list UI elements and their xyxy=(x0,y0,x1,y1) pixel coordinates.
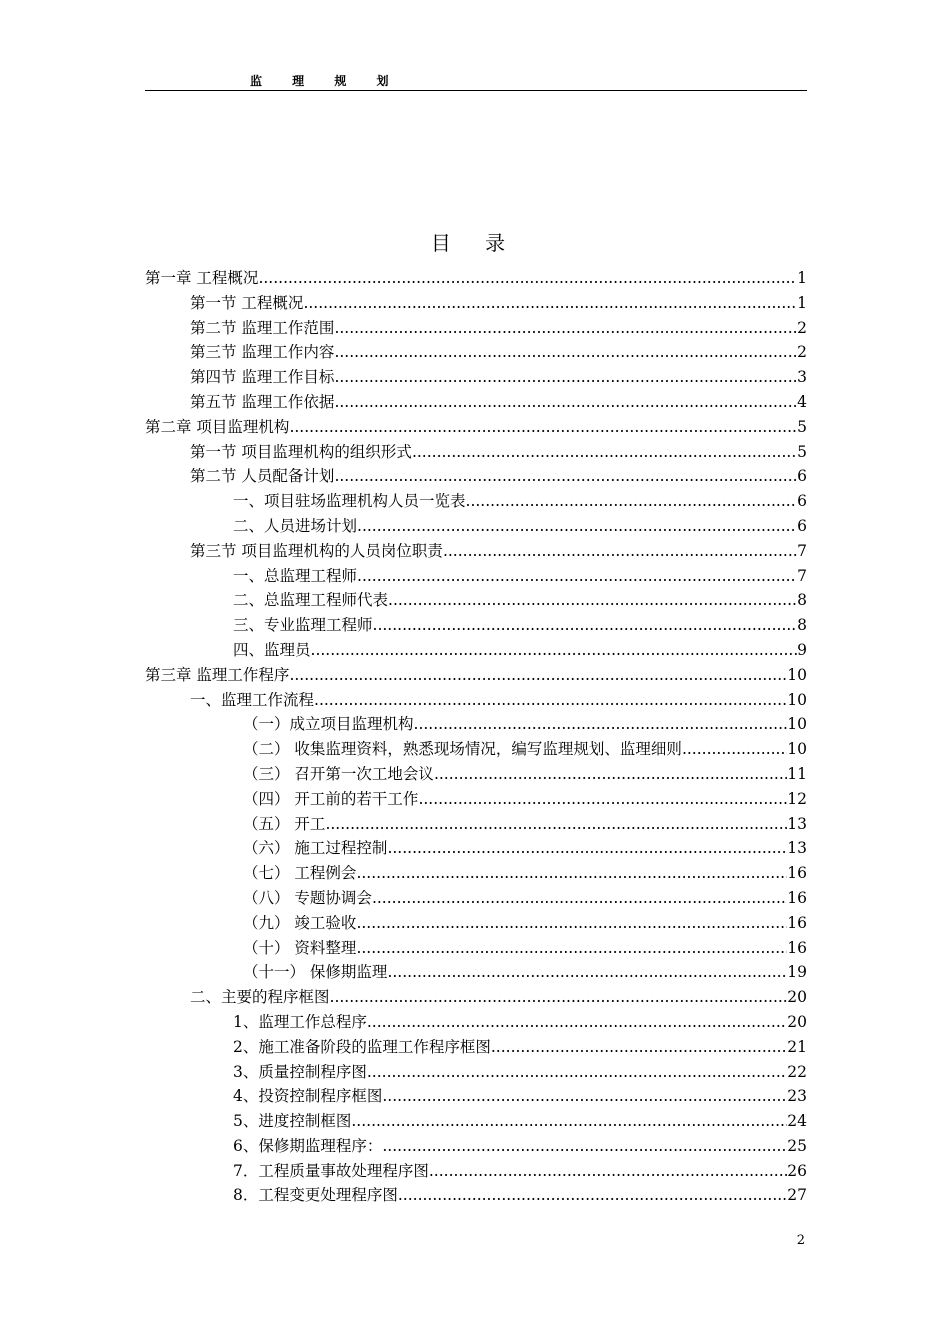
toc-entry-page: 10 xyxy=(787,665,807,684)
toc-leader-dots xyxy=(356,939,787,957)
toc-entry[interactable] xyxy=(145,365,807,390)
toc-entry-label: 第一章 工程概况 xyxy=(145,269,259,287)
toc-entry-page: 25 xyxy=(787,1136,807,1155)
toc-entry-label: （七） 工程例会 xyxy=(243,864,357,883)
toc-entry[interactable] xyxy=(145,440,807,465)
toc-leader-dots xyxy=(418,790,787,808)
toc-entry-page: 16 xyxy=(787,938,807,957)
toc-entry-label: 8．工程变更处理程序图 xyxy=(233,1186,398,1205)
toc-entry-label: 第三节 项目监理机构的人员岗位职责 xyxy=(190,541,443,560)
toc-leader-dots xyxy=(367,1013,787,1031)
toc-entry-label: （十） 资料整理 xyxy=(243,938,357,957)
toc-entry[interactable] xyxy=(145,464,807,489)
toc-entry[interactable] xyxy=(145,911,807,936)
toc-leader-dots xyxy=(414,715,788,733)
toc-entry-label: 二、主要的程序框图 xyxy=(190,988,330,1007)
toc-entry-page: 13 xyxy=(787,839,807,858)
toc-entry-page: 1 xyxy=(797,293,807,312)
toc-entry[interactable] xyxy=(145,638,807,663)
toc-entry-label: 二、人员进场计划 xyxy=(233,516,358,535)
toc-leader-dots xyxy=(434,765,787,783)
toc-entry-page: 5 xyxy=(797,442,807,461)
toc-entry-page: 10 xyxy=(787,740,807,759)
toc-entry-label: 5、进度控制框图 xyxy=(233,1112,352,1131)
toc-entry[interactable] xyxy=(145,291,807,316)
toc-entry-label: 第一节 项目监理机构的组织形式 xyxy=(190,442,412,461)
toc-leader-dots xyxy=(334,368,797,386)
toc-entry-page: 6 xyxy=(797,492,807,511)
page-number: 2 xyxy=(796,1233,805,1248)
toc-entry-label: （六） 施工过程控制 xyxy=(243,839,388,858)
toc-entry[interactable] xyxy=(145,762,807,787)
toc-entry-label: 一、项目驻场监理机构人员一览表 xyxy=(233,492,466,511)
toc-entry[interactable] xyxy=(145,564,807,589)
toc-entry-label: 1、监理工作总程序 xyxy=(233,1012,367,1031)
toc-leader-dots xyxy=(334,319,797,337)
toc-leader-dots xyxy=(356,914,787,932)
toc-entry-page: 7 xyxy=(797,541,807,560)
toc-entry-page: 22 xyxy=(787,1062,807,1081)
toc-entry-page: 23 xyxy=(787,1087,807,1106)
toc-leader-dots xyxy=(387,839,787,857)
toc-entry-label: 第一节 工程概况 xyxy=(190,293,304,312)
toc-entry-page: 5 xyxy=(797,417,807,436)
toc-entry-page: 8 xyxy=(797,616,807,635)
toc-leader-dots xyxy=(311,641,798,659)
toc-entry-label: （一）成立项目监理机构 xyxy=(243,715,414,734)
toc-entry[interactable] xyxy=(145,613,807,638)
page-header xyxy=(145,72,807,91)
toc-entry-label: 一、总监理工程师 xyxy=(233,566,358,585)
toc-entry[interactable] xyxy=(145,985,807,1010)
toc-leader-dots xyxy=(372,889,787,907)
toc-leader-dots xyxy=(682,740,787,758)
toc-leader-dots xyxy=(357,517,797,535)
toc-entry-page: 10 xyxy=(787,715,807,734)
toc-entry-label: 一、监理工作流程 xyxy=(190,690,315,709)
toc-entry[interactable] xyxy=(145,340,807,365)
toc-entry-page: 26 xyxy=(787,1161,807,1180)
toc-leader-dots xyxy=(367,1063,787,1081)
toc-leader-dots xyxy=(443,542,797,560)
toc-leader-dots xyxy=(398,1186,787,1204)
toc-leader-dots xyxy=(314,691,787,709)
toc-leader-dots xyxy=(491,1038,787,1056)
toc-entry-label: 第二章 项目监理机构 xyxy=(145,417,290,436)
toc-entry-label: 第二节 监理工作范围 xyxy=(190,318,335,337)
toc-leader-dots xyxy=(334,343,797,361)
toc-entry[interactable] xyxy=(145,936,807,961)
toc-entry[interactable] xyxy=(145,737,807,762)
toc-entry-page: 9 xyxy=(797,640,807,659)
toc-entry[interactable] xyxy=(145,1035,807,1060)
toc-entry[interactable] xyxy=(145,1183,807,1208)
toc-entry-page: 21 xyxy=(787,1037,807,1056)
toc-entry-label: 第三章 监理工作程序 xyxy=(145,665,290,684)
toc-leader-dots xyxy=(387,963,787,981)
toc-leader-dots xyxy=(429,1162,787,1180)
toc-entry[interactable] xyxy=(145,390,807,415)
toc-entry-label: 3、质量控制程序图 xyxy=(233,1062,367,1081)
toc-entry[interactable] xyxy=(145,316,807,341)
toc-entry-label: 四、监理员 xyxy=(233,640,311,659)
toc-entry-label: （三） 召开第一次工地会议 xyxy=(243,764,434,783)
toc-entry-page: 20 xyxy=(787,1012,807,1031)
toc-entry-page: 11 xyxy=(787,764,807,783)
toc-entry-page: 8 xyxy=(797,591,807,610)
toc-entry-page: 10 xyxy=(787,690,807,709)
toc-entry-label: （五） 开工 xyxy=(243,814,326,833)
toc-leader-dots xyxy=(373,616,798,634)
toc-leader-dots xyxy=(325,815,787,833)
toc-entry-page: 1 xyxy=(797,269,807,287)
toc-leader-dots xyxy=(289,666,787,684)
toc-entry-page: 16 xyxy=(787,888,807,907)
toc-entry[interactable] xyxy=(145,1060,807,1085)
toc-leader-dots xyxy=(303,294,797,312)
toc-leader-dots xyxy=(289,418,797,436)
toc-leader-dots xyxy=(334,467,797,485)
toc-entry[interactable] xyxy=(145,588,807,613)
toc-entry-label: 三、专业监理工程师 xyxy=(233,616,373,635)
toc-entry-label: 2、施工准备阶段的监理工作程序框图 xyxy=(233,1037,491,1056)
toc-entry-page: 16 xyxy=(787,913,807,932)
toc-entry-page: 6 xyxy=(797,516,807,535)
toc-entry-page: 2 xyxy=(797,318,807,337)
toc-entry[interactable] xyxy=(145,960,807,985)
toc-entry-label: 第五节 监理工作依据 xyxy=(190,392,335,411)
toc-entry[interactable] xyxy=(145,787,807,812)
toc-entry[interactable] xyxy=(145,688,807,713)
toc-entry-page: 20 xyxy=(787,988,807,1007)
toc-entry-page: 24 xyxy=(787,1112,807,1131)
toc-entry-page: 3 xyxy=(797,368,807,387)
toc-entry-page: 7 xyxy=(797,566,807,585)
toc-entry[interactable] xyxy=(145,1084,807,1109)
toc-entry[interactable] xyxy=(145,1159,807,1184)
toc-leader-dots xyxy=(330,988,788,1006)
toc-entry[interactable] xyxy=(145,415,807,440)
toc-entry-label: （四） 开工前的若干工作 xyxy=(243,789,419,808)
toc-entry-label: 第二节 人员配备计划 xyxy=(190,467,335,486)
toc-entry[interactable] xyxy=(145,1134,807,1159)
toc-entry-label: 7．工程质量事故处理程序图 xyxy=(233,1161,429,1180)
toc-leader-dots xyxy=(382,1087,787,1105)
toc-leader-dots xyxy=(351,1112,787,1130)
toc-entry[interactable] xyxy=(145,861,807,886)
toc-entry-label: （八） 专题协调会 xyxy=(243,888,372,907)
toc-leader-dots xyxy=(334,393,797,411)
toc-entry[interactable] xyxy=(145,812,807,837)
toc-entry[interactable] xyxy=(145,489,807,514)
toc-entry-label: 4、投资控制程序框图 xyxy=(233,1087,383,1106)
toc-entry[interactable] xyxy=(145,1109,807,1134)
toc-leader-dots xyxy=(412,443,797,461)
toc-leader-dots xyxy=(258,269,797,287)
toc-entry-label: 6、保修期监理程序： xyxy=(233,1136,383,1155)
toc-leader-dots xyxy=(466,492,798,510)
toc-entry[interactable] xyxy=(145,836,807,861)
header-title: 监 理 规 划 xyxy=(250,74,402,88)
toc-entry[interactable] xyxy=(145,886,807,911)
toc-leader-dots xyxy=(382,1137,787,1155)
toc-entry-label: 二、总监理工程师代表 xyxy=(233,591,389,610)
toc-entry-label: （十一） 保修期监理 xyxy=(243,963,388,982)
toc-entry-page: 6 xyxy=(797,467,807,486)
toc-leader-dots xyxy=(388,591,797,609)
toc-entry-label: 第三节 监理工作内容 xyxy=(190,343,335,362)
toc-title: 目 录 xyxy=(430,231,520,255)
toc-entry[interactable] xyxy=(145,712,807,737)
toc-entry-page: 2 xyxy=(797,343,807,362)
toc-entry-label: 第四节 监理工作目标 xyxy=(190,368,335,387)
toc-leader-dots xyxy=(356,864,787,882)
toc-entry-page: 13 xyxy=(787,814,807,833)
toc-entry[interactable] xyxy=(145,514,807,539)
toc-entry-label: （二） 收集监理资料，熟悉现场情况，编写监理规划、监理细则 xyxy=(243,740,682,759)
toc-entry-page: 19 xyxy=(787,963,807,982)
toc-entry-label: （九） 竣工验收 xyxy=(243,913,357,932)
toc-entry-page: 27 xyxy=(787,1186,807,1205)
toc-entry[interactable] xyxy=(145,663,807,688)
toc-entry[interactable] xyxy=(145,1010,807,1035)
table-of-contents xyxy=(145,266,807,1208)
toc-leader-dots xyxy=(357,567,797,585)
toc-entry-page: 12 xyxy=(787,789,807,808)
toc-entry-page: 16 xyxy=(787,864,807,883)
toc-entry[interactable] xyxy=(145,266,807,291)
toc-entry[interactable] xyxy=(145,539,807,564)
toc-entry-page: 4 xyxy=(797,392,807,411)
